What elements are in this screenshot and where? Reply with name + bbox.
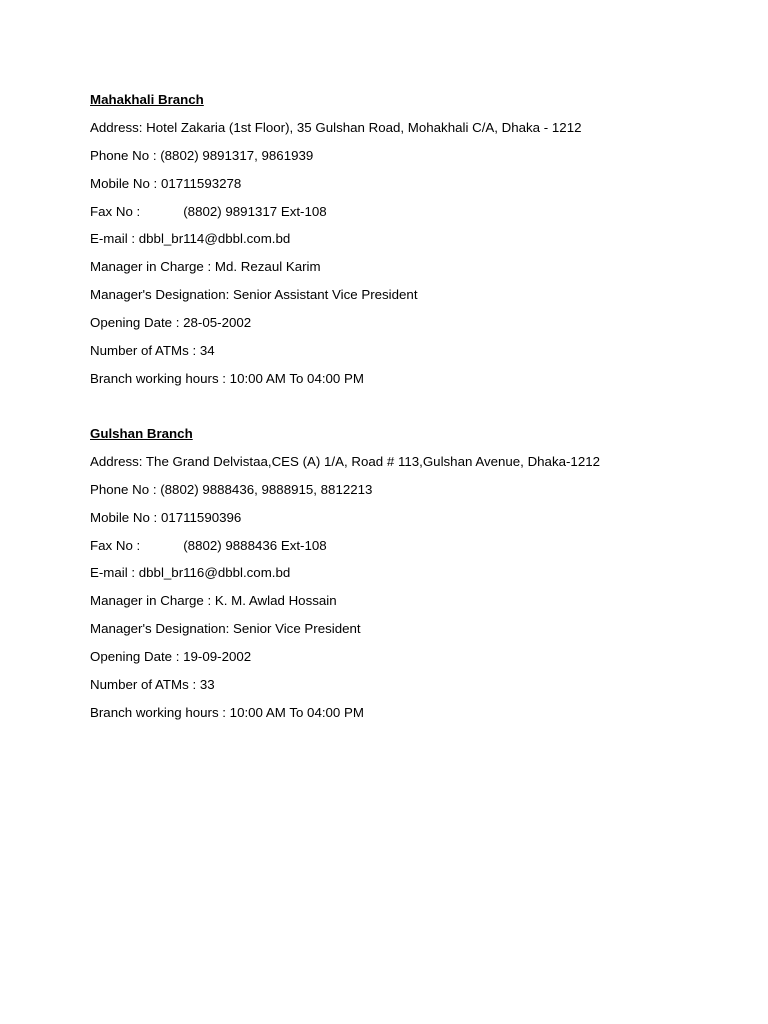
branch-manager-designation: Manager's Designation: Senior Assistant Vice President bbox=[90, 287, 418, 303]
branch-heading: Gulshan Branch bbox=[90, 426, 193, 441]
branch-address: Address: The Grand Delvistaa,CES (A) 1/A, Road # 113,Gulshan Avenue, Dhaka-1212 bbox=[90, 453, 601, 469]
branch-manager: Manager in Charge : Md. Rezaul Karim bbox=[90, 259, 321, 275]
branch-working-hours: Branch working hours : 10:00 AM To 04:00 PM bbox=[90, 704, 364, 720]
branch-heading: Mahakhali Branch bbox=[90, 92, 204, 107]
branch-phone: Phone No : (8802) 9891317, 9861939 bbox=[90, 147, 314, 163]
branch-section-mahakhali bbox=[90, 91, 730, 398]
fax-value: (8802) 9888436 Ext-108 bbox=[183, 537, 327, 553]
branch-opening-date: Opening Date : 28-05-2002 bbox=[90, 315, 252, 331]
fax-value: (8802) 9891317 Ext-108 bbox=[183, 203, 327, 219]
branch-email: E-mail : dbbl_br114@dbbl.com.bd bbox=[90, 231, 291, 247]
branch-address: Address: Hotel Zakaria (1st Floor), 35 Gulshan Road, Mohakhali C/A, Dhaka - 1212 bbox=[90, 119, 582, 135]
fax-label: Fax No : bbox=[90, 203, 141, 219]
branch-opening-date: Opening Date : 19-09-2002 bbox=[90, 649, 252, 665]
branch-email: E-mail : dbbl_br116@dbbl.com.bd bbox=[90, 565, 291, 581]
branch-atm-count: Number of ATMs : 34 bbox=[90, 343, 215, 359]
branch-atm-count: Number of ATMs : 33 bbox=[90, 677, 215, 693]
branch-fax bbox=[90, 203, 730, 231]
branch-section-gulshan bbox=[90, 425, 730, 732]
branch-phone: Phone No : (8802) 9888436, 9888915, 8812213 bbox=[90, 481, 373, 497]
branch-manager: Manager in Charge : K. M. Awlad Hossain bbox=[90, 593, 337, 609]
branch-fax bbox=[90, 537, 730, 565]
fax-label: Fax No : bbox=[90, 537, 141, 553]
branch-mobile: Mobile No : 01711593278 bbox=[90, 175, 242, 191]
branch-working-hours: Branch working hours : 10:00 AM To 04:00 PM bbox=[90, 370, 364, 386]
branch-mobile: Mobile No : 01711590396 bbox=[90, 509, 242, 525]
branch-manager-designation: Manager's Designation: Senior Vice President bbox=[90, 621, 361, 637]
